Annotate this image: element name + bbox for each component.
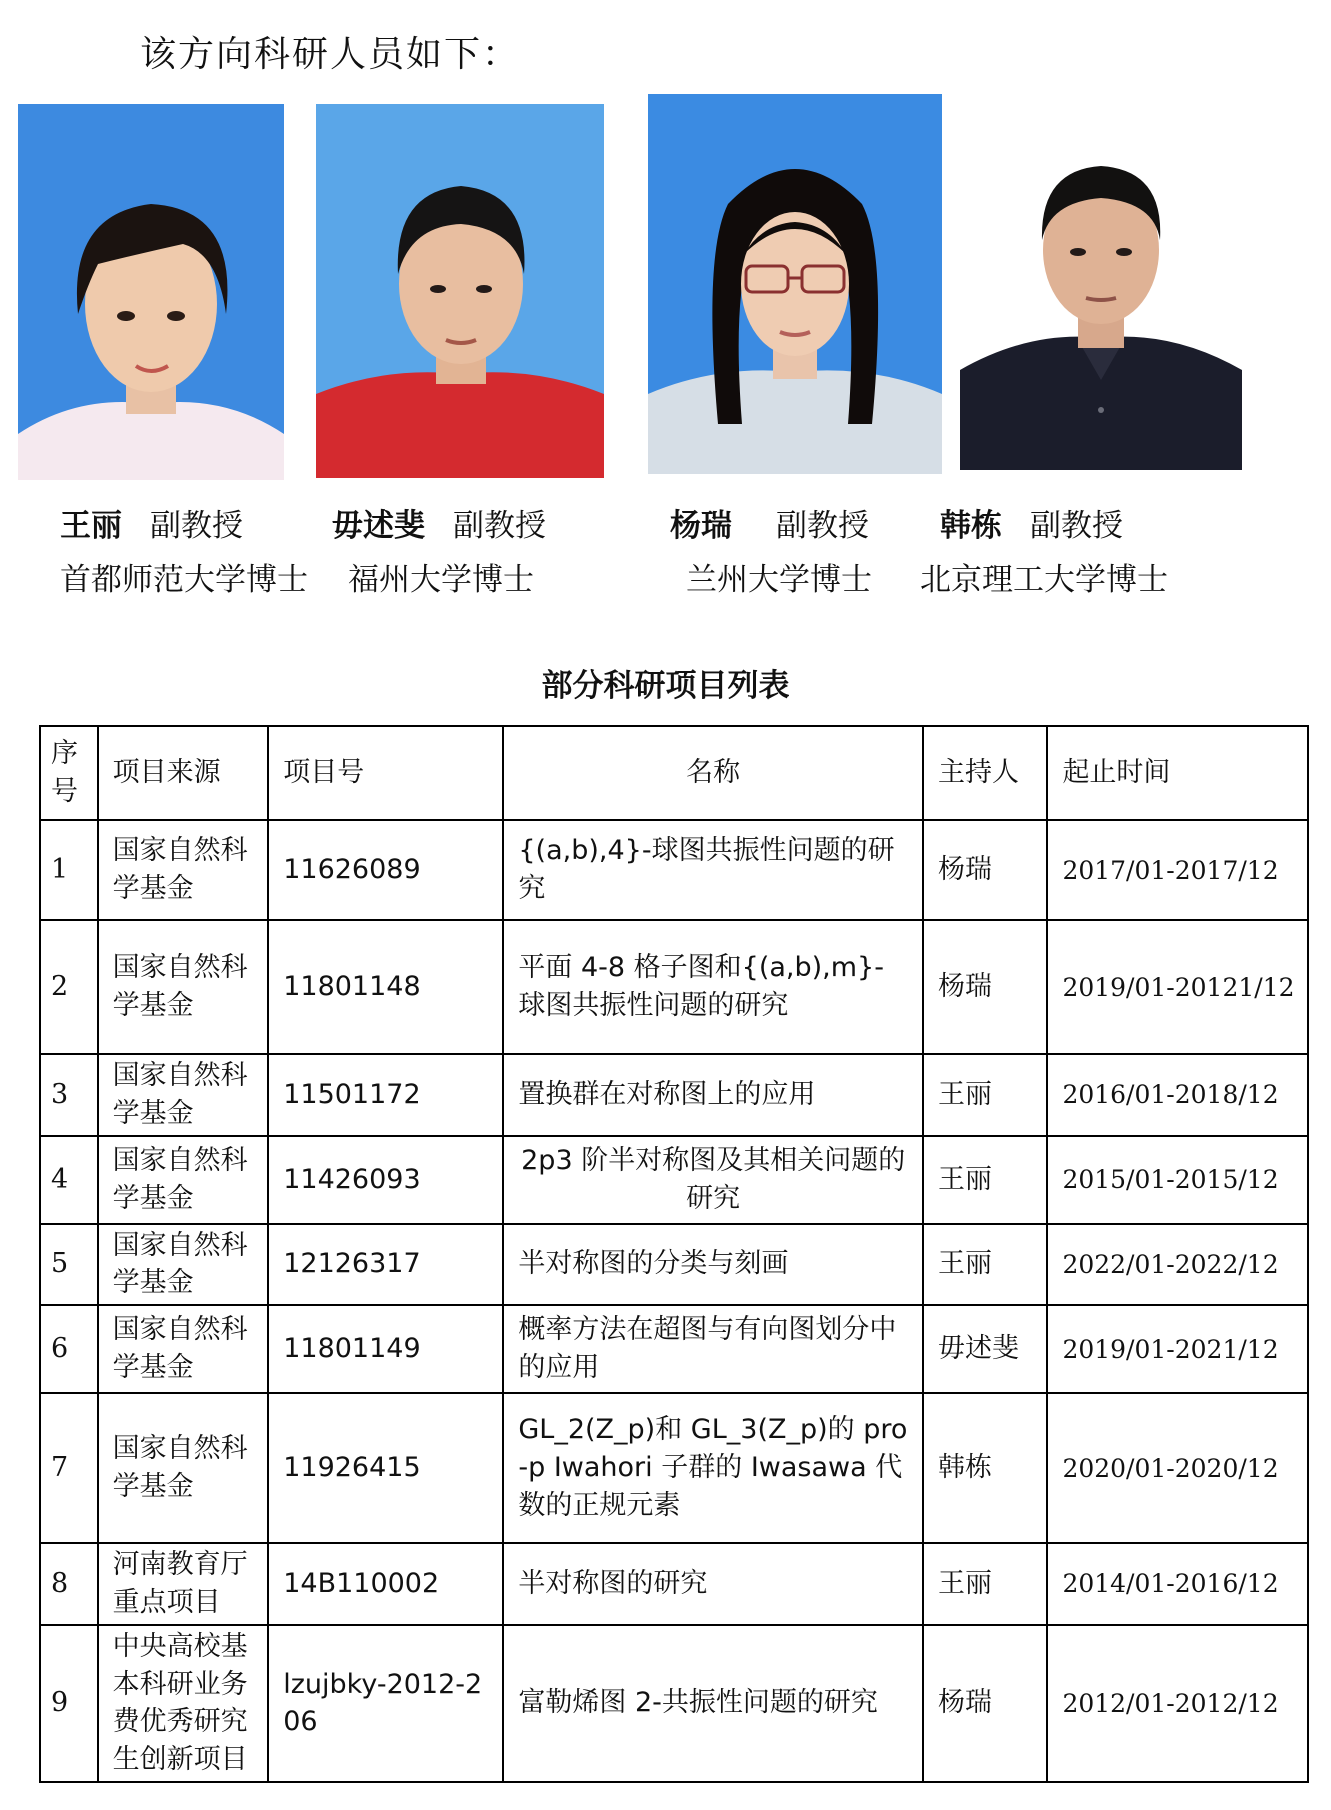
cell-number: lzujbky-2012-206 [268, 1625, 503, 1782]
table-row [40, 1305, 1308, 1393]
cell-pi: 杨瑞 [923, 920, 1047, 1054]
photo-han-dong [960, 140, 1242, 470]
intro-text: 该方向科研人员如下： [140, 34, 521, 75]
cell-pi: 韩栋 [923, 1393, 1047, 1543]
cell-number: 11426093 [268, 1136, 503, 1224]
cell-period: 2014/01-2016/12 [1047, 1543, 1308, 1625]
cell-name: 富勒烯图 2-共振性问题的研究 [503, 1625, 923, 1782]
cell-period: 2019/01-2021/12 [1047, 1305, 1308, 1393]
cell-pi: 王丽 [923, 1543, 1047, 1625]
cell-index: 2 [40, 920, 98, 1054]
table-row [40, 1136, 1308, 1224]
cell-name: 半对称图的分类与刻画 [503, 1224, 923, 1306]
cell-period: 2022/01-2022/12 [1047, 1224, 1308, 1306]
person-2-degree: 福州大学博士 [348, 562, 534, 598]
projects-table [39, 725, 1309, 1783]
header-index: 序号 [40, 726, 98, 820]
person-4-name: 韩栋 [940, 508, 1002, 544]
person-3-name: 杨瑞 [670, 508, 732, 544]
cell-pi: 毋述斐 [923, 1305, 1047, 1393]
cell-name: 概率方法在超图与有向图划分中的应用 [503, 1305, 923, 1393]
cell-period: 2012/01-2012/12 [1047, 1625, 1308, 1782]
person-4-name-line [940, 500, 1123, 545]
cell-index: 6 [40, 1305, 98, 1393]
cell-index: 7 [40, 1393, 98, 1543]
cell-pi: 王丽 [923, 1136, 1047, 1224]
person-1-name-line [60, 500, 243, 545]
table-row [40, 1543, 1308, 1625]
header-source: 项目来源 [98, 726, 269, 820]
table-row [40, 920, 1308, 1054]
person-4-title: 副教授 [1030, 508, 1123, 544]
cell-index: 1 [40, 820, 98, 920]
cell-index: 8 [40, 1543, 98, 1625]
cell-source: 国家自然科学基金 [98, 1224, 269, 1306]
cell-period: 2019/01-20121/12 [1047, 920, 1308, 1054]
cell-source: 国家自然科学基金 [98, 820, 269, 920]
person-1-degree: 首都师范大学博士 [60, 562, 308, 598]
cell-index: 9 [40, 1625, 98, 1782]
table-row [40, 1224, 1308, 1306]
person-2-title: 副教授 [453, 508, 546, 544]
table-row [40, 820, 1308, 920]
cell-number: 11501172 [268, 1054, 503, 1136]
cell-name: GL_2(Z_p)和 GL_3(Z_p)的 pro-p Iwahori 子群的 Iwasawa 代数的正规元素 [503, 1393, 923, 1543]
header-pi: 主持人 [923, 726, 1047, 820]
cell-period: 2015/01-2015/12 [1047, 1136, 1308, 1224]
table-header-row [40, 726, 1308, 820]
cell-source: 国家自然科学基金 [98, 1393, 269, 1543]
cell-pi: 杨瑞 [923, 1625, 1047, 1782]
cell-number: 11801148 [268, 920, 503, 1054]
table-row [40, 1625, 1308, 1782]
cell-index: 5 [40, 1224, 98, 1306]
cell-source: 国家自然科学基金 [98, 920, 269, 1054]
cell-number: 11926415 [268, 1393, 503, 1543]
cell-number: 14B110002 [268, 1543, 503, 1625]
person-3-degree: 兰州大学博士 [686, 562, 872, 598]
header-period: 起止时间 [1047, 726, 1308, 820]
cell-period: 2016/01-2018/12 [1047, 1054, 1308, 1136]
cell-index: 4 [40, 1136, 98, 1224]
cell-name: 置换群在对称图上的应用 [503, 1054, 923, 1136]
person-1-title: 副教授 [150, 508, 243, 544]
cell-number: 11801149 [268, 1305, 503, 1393]
cell-source: 国家自然科学基金 [98, 1136, 269, 1224]
cell-name: 半对称图的研究 [503, 1543, 923, 1625]
person-3-title: 副教授 [776, 508, 869, 544]
cell-source: 国家自然科学基金 [98, 1054, 269, 1136]
photo-wang-li [18, 104, 284, 480]
cell-index: 3 [40, 1054, 98, 1136]
cell-source: 河南教育厅重点项目 [98, 1543, 269, 1625]
header-number: 项目号 [268, 726, 503, 820]
cell-source: 国家自然科学基金 [98, 1305, 269, 1393]
photo-yang-rui [648, 94, 942, 474]
cell-period: 2017/01-2017/12 [1047, 820, 1308, 920]
cell-name: 2p3 阶半对称图及其相关问题的研究 [503, 1136, 923, 1224]
table-title: 部分科研项目列表 [541, 668, 790, 704]
cell-number: 11626089 [268, 820, 503, 920]
cell-name: {(a,b),4}-球图共振性问题的研究 [503, 820, 923, 920]
person-1-name: 王丽 [60, 508, 122, 544]
cell-number: 12126317 [268, 1224, 503, 1306]
table-row [40, 1393, 1308, 1543]
photo-wu-shufei [316, 104, 604, 478]
person-3-name-line [670, 500, 869, 545]
cell-pi: 杨瑞 [923, 820, 1047, 920]
cell-name: 平面 4-8 格子图和{(a,b),m}-球图共振性问题的研究 [503, 920, 923, 1054]
person-2-name: 毋述斐 [332, 508, 425, 544]
person-2-name-line [332, 500, 546, 545]
header-name: 名称 [503, 726, 923, 820]
cell-pi: 王丽 [923, 1054, 1047, 1136]
cell-period: 2020/01-2020/12 [1047, 1393, 1308, 1543]
cell-source: 中央高校基本科研业务费优秀研究生创新项目 [98, 1625, 269, 1782]
table-row [40, 1054, 1308, 1136]
cell-pi: 王丽 [923, 1224, 1047, 1306]
person-4-degree: 北京理工大学博士 [920, 562, 1168, 598]
